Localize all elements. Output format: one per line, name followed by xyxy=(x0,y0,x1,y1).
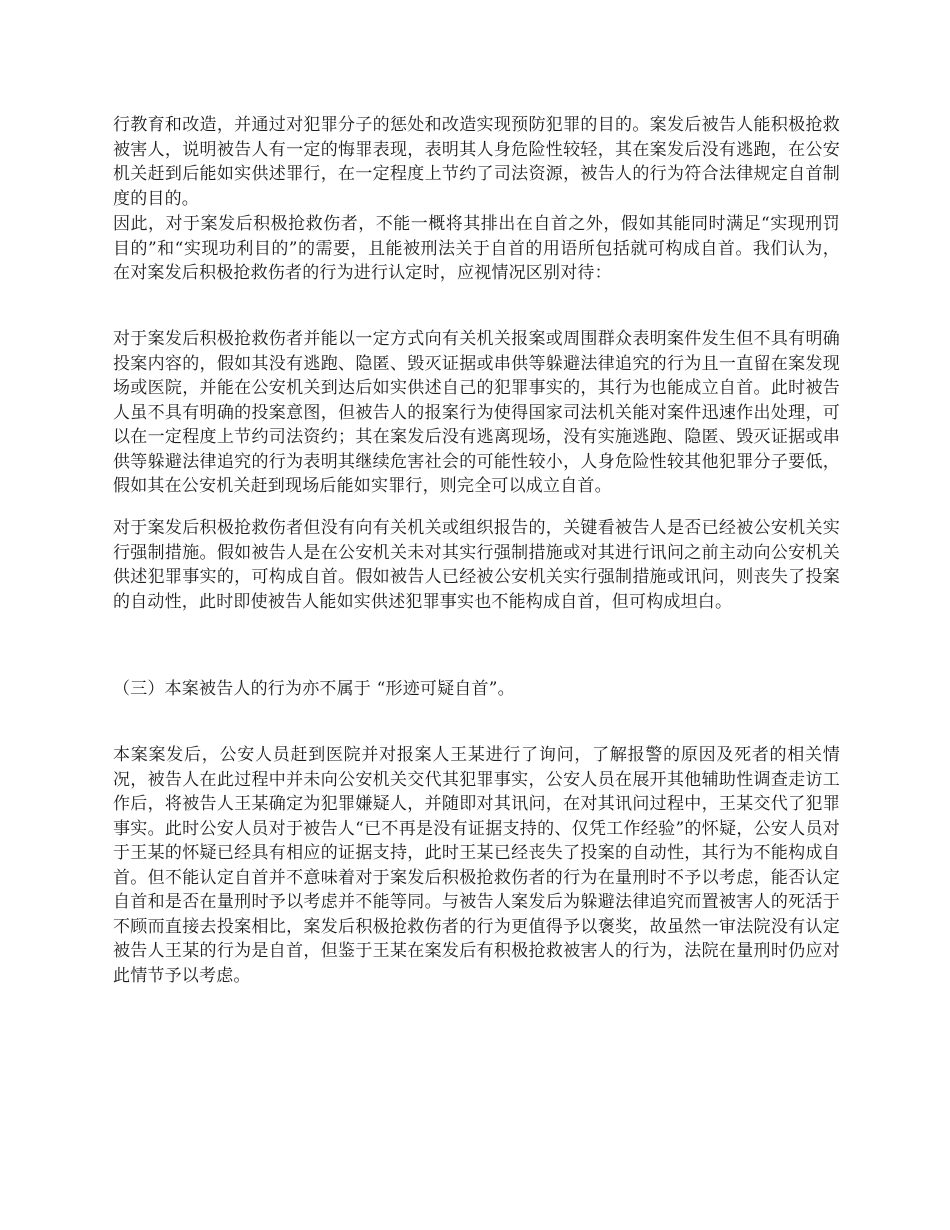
body-paragraph-2: 因此，对于案发后积极抢救伤者，不能一概将其排出在自首之外，假如其能同时满足“实现刑罚目的”和“实现功利目的”的需要，且能被刑法关于自首的用语所包括就可构成自首。我们认为，在对案发后积极抢救伤者的行为进行认定时，应视情况区别对待： xyxy=(113,214,840,283)
section-heading: （三）本案被告人的行为亦不属于 “形迹可疑自首”。 xyxy=(113,679,515,699)
body-paragraph-1: 行教育和改造，并通过对犯罪分子的惩处和改造实现预防犯罪的目的。案发后被告人能积极抢救被害人，说明被告人有一定的悔罪表现，表明其人身危险性较轻，其在案发后没有逃跑，在公安机关赶到后能如实供述罪行，在一定程度上节约了司法资源，被告人的行为符合法律规定自首制度的目的。 xyxy=(113,115,840,209)
body-paragraph-5: 本案案发后，公安人员赶到医院并对报案人王某进行了询问，了解报警的原因及死者的相关情况，被告人在此过程中并未向公安机关交代其犯罪事实，公安人员在展开其他辅助性调查走访工作后，将被告人王某确定为犯罪嫌疑人，并随即对其讯问，在对其讯问过程中，王某交代了犯罪事实。此时公安人员对于被告人“已不再是没有证据支持的、仅凭工作经验”的怀疑，公安人员对于王某的怀疑已经具有相应的证据支持，此时王某已经丧失了投案的自动性，其行为不能构成自首。但不能认定自首并不意味着对于案发后积极抢救伤者的行为在量刑时不予以考虑，能否认定自首和是否在量刑时予以考虑并不能等同。与被告人案发后为躲避法律追究而置被害人的死活于不顾而直接去投案相比，案发后积极抢救伤者的行为更值得予以褒奖，故虽然一审法院没有认定被告人王某的行为是自首，但鉴于王某在案发后有积极抢救被害人的行为，法院在量刑时仍应对此情节予以考虑。 xyxy=(113,745,840,986)
body-paragraph-4: 对于案发后积极抢救伤者但没有向有关机关或组织报告的，关键看被告人是否已经被公安机关实行强制措施。假如被告人是在公安机关未对其实行强制措施或对其进行讯问之前主动向公安机关供述犯罪事实的，可构成自首。假如被告人已经被公安机关实行强制措施或讯问，则丧失了投案的自动性，此时即使被告人能如实供述犯罪事实也不能构成自首，但可构成坦白。 xyxy=(113,518,840,612)
body-paragraph-3: 对于案发后积极抢救伤者并能以一定方式向有关机关报案或周围群众表明案件发生但不具有明确投案内容的，假如其没有逃跑、隐匿、毁灭证据或串供等躲避法律追究的行为且一直留在案发现场或医院，并能在公安机关到达后如实供述自己的犯罪事实的，其行为也能成立自首。此时被告人虽不具有明确的投案意图，但被告人的报案行为使得国家司法机关能对案件迅速作出处理，可以在一定程度上节约司法资约；其在案发后没有逃离现场，没有实施逃跑、隐匿、毁灭证据或串供等躲避法律追究的行为表明其继续危害社会的可能性较小，人身危险性较其他犯罪分子要低，假如其在公安机关赶到现场后能如实罪行，则完全可以成立自首。 xyxy=(113,329,840,496)
